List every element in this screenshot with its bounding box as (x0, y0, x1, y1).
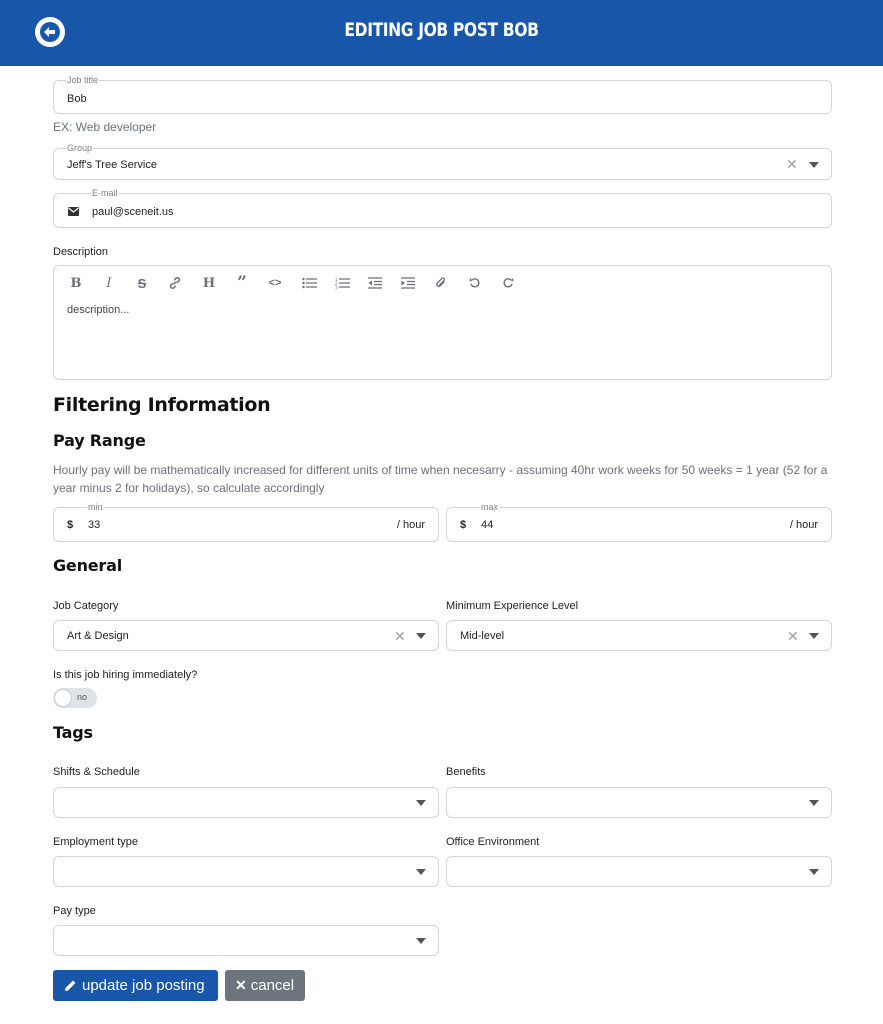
cancel-button-label: cancel (250, 977, 295, 994)
bullet-list-icon[interactable] (300, 275, 318, 291)
bold-icon[interactable]: B (70, 275, 82, 291)
pay-max-field[interactable] (446, 502, 832, 542)
redo-icon[interactable] (499, 275, 517, 291)
dollar-icon: $ (67, 519, 74, 531)
benefits-select[interactable] (446, 787, 832, 818)
top-app-bar (0, 0, 883, 66)
chevron-down-icon[interactable] (416, 869, 426, 875)
experience-value: Mid-level (460, 630, 505, 642)
chevron-down-icon[interactable] (809, 162, 819, 168)
pay-min-value: 33 (88, 519, 101, 531)
pay-max-suffix: / hour (789, 519, 818, 531)
job-category-label: Job Category (53, 600, 119, 612)
pay-type-select[interactable] (53, 925, 439, 956)
tags-heading: Tags (53, 723, 93, 742)
benefits-label: Benefits (446, 766, 486, 778)
toggle-state-text: no (77, 692, 88, 702)
quote-icon[interactable]: ” (237, 273, 247, 293)
job-category-select[interactable] (53, 620, 439, 651)
svg-text:1: 1 (334, 277, 338, 282)
employment-type-select[interactable] (53, 856, 439, 887)
page-title: EDITING JOB POST BOB (344, 19, 539, 41)
chevron-down-icon[interactable] (416, 633, 426, 639)
job-title-helper: EX: Web developer (53, 120, 157, 134)
group-select[interactable] (53, 143, 832, 180)
clear-icon[interactable]: ✕ (394, 628, 406, 644)
job-title-value: Bob (67, 93, 87, 105)
employment-type-label: Employment type (53, 836, 138, 848)
cancel-button[interactable] (225, 970, 305, 1001)
indent-icon[interactable] (399, 275, 417, 291)
pay-min-label: min (88, 502, 103, 512)
dollar-icon: $ (460, 519, 467, 531)
pay-max-value: 44 (481, 519, 494, 531)
attachment-icon[interactable] (432, 275, 450, 291)
pencil-icon (64, 979, 77, 992)
group-label: Group (67, 143, 93, 153)
email-field[interactable] (53, 188, 832, 228)
job-title-label: Job title (67, 75, 99, 85)
undo-icon[interactable] (466, 275, 484, 291)
chevron-down-icon[interactable] (416, 938, 426, 944)
chevron-down-icon[interactable] (416, 800, 426, 806)
heading-icon[interactable]: H (202, 275, 216, 291)
general-heading: General (53, 556, 122, 575)
envelope-icon (68, 207, 79, 216)
italic-icon[interactable]: I (106, 275, 112, 291)
arrow-left-icon (39, 21, 61, 43)
chevron-down-icon[interactable] (809, 633, 819, 639)
hiring-immediately-label: Is this job hiring immediately? (53, 669, 198, 681)
group-value: Jeff's Tree Service (67, 159, 157, 171)
pay-range-heading: Pay Range (53, 431, 146, 450)
clear-icon[interactable]: ✕ (786, 156, 798, 172)
email-label: E-mail (92, 188, 118, 198)
chevron-down-icon[interactable] (809, 800, 819, 806)
pay-type-label: Pay type (53, 905, 96, 917)
strikethrough-icon[interactable]: S (137, 275, 147, 291)
numbered-list-icon[interactable] (333, 275, 351, 291)
hiring-immediately-toggle[interactable] (53, 688, 97, 708)
filtering-heading: Filtering Information (53, 394, 271, 416)
office-environment-label: Office Environment (446, 836, 540, 848)
job-title-field[interactable] (53, 75, 832, 114)
close-icon: ✕ (235, 977, 247, 993)
experience-label: Minimum Experience Level (446, 600, 579, 612)
pay-max-label: max (481, 502, 499, 512)
update-job-posting-button[interactable] (53, 970, 218, 1001)
pay-min-suffix: / hour (396, 519, 425, 531)
email-value: paul@sceneit.us (92, 206, 174, 218)
shifts-label: Shifts & Schedule (53, 766, 140, 778)
description-label: Description (53, 246, 109, 258)
outdent-icon[interactable] (366, 275, 384, 291)
svg-text:3: 3 (334, 285, 338, 289)
pay-range-helper: Hourly pay will be mathematically increased for different units of time when necesarry - assuming 40hr work weeks for 50 weeks = 1 year (52 for a year minus 2 for holidays), so calculate accordingly (53, 463, 828, 495)
clear-icon[interactable]: ✕ (787, 628, 799, 644)
toggle-knob (54, 689, 72, 707)
code-icon[interactable]: <> (268, 277, 282, 289)
update-button-label: update job posting (82, 977, 205, 994)
shifts-select[interactable] (53, 787, 439, 818)
description-placeholder: description... (67, 304, 130, 316)
experience-select[interactable] (446, 620, 832, 651)
pay-min-field[interactable] (53, 502, 439, 542)
link-icon[interactable] (166, 275, 184, 291)
svg-text:2: 2 (334, 281, 338, 286)
office-environment-select[interactable] (446, 856, 832, 887)
chevron-down-icon[interactable] (809, 869, 819, 875)
job-category-value: Art & Design (67, 630, 129, 642)
back-button[interactable] (35, 17, 65, 47)
